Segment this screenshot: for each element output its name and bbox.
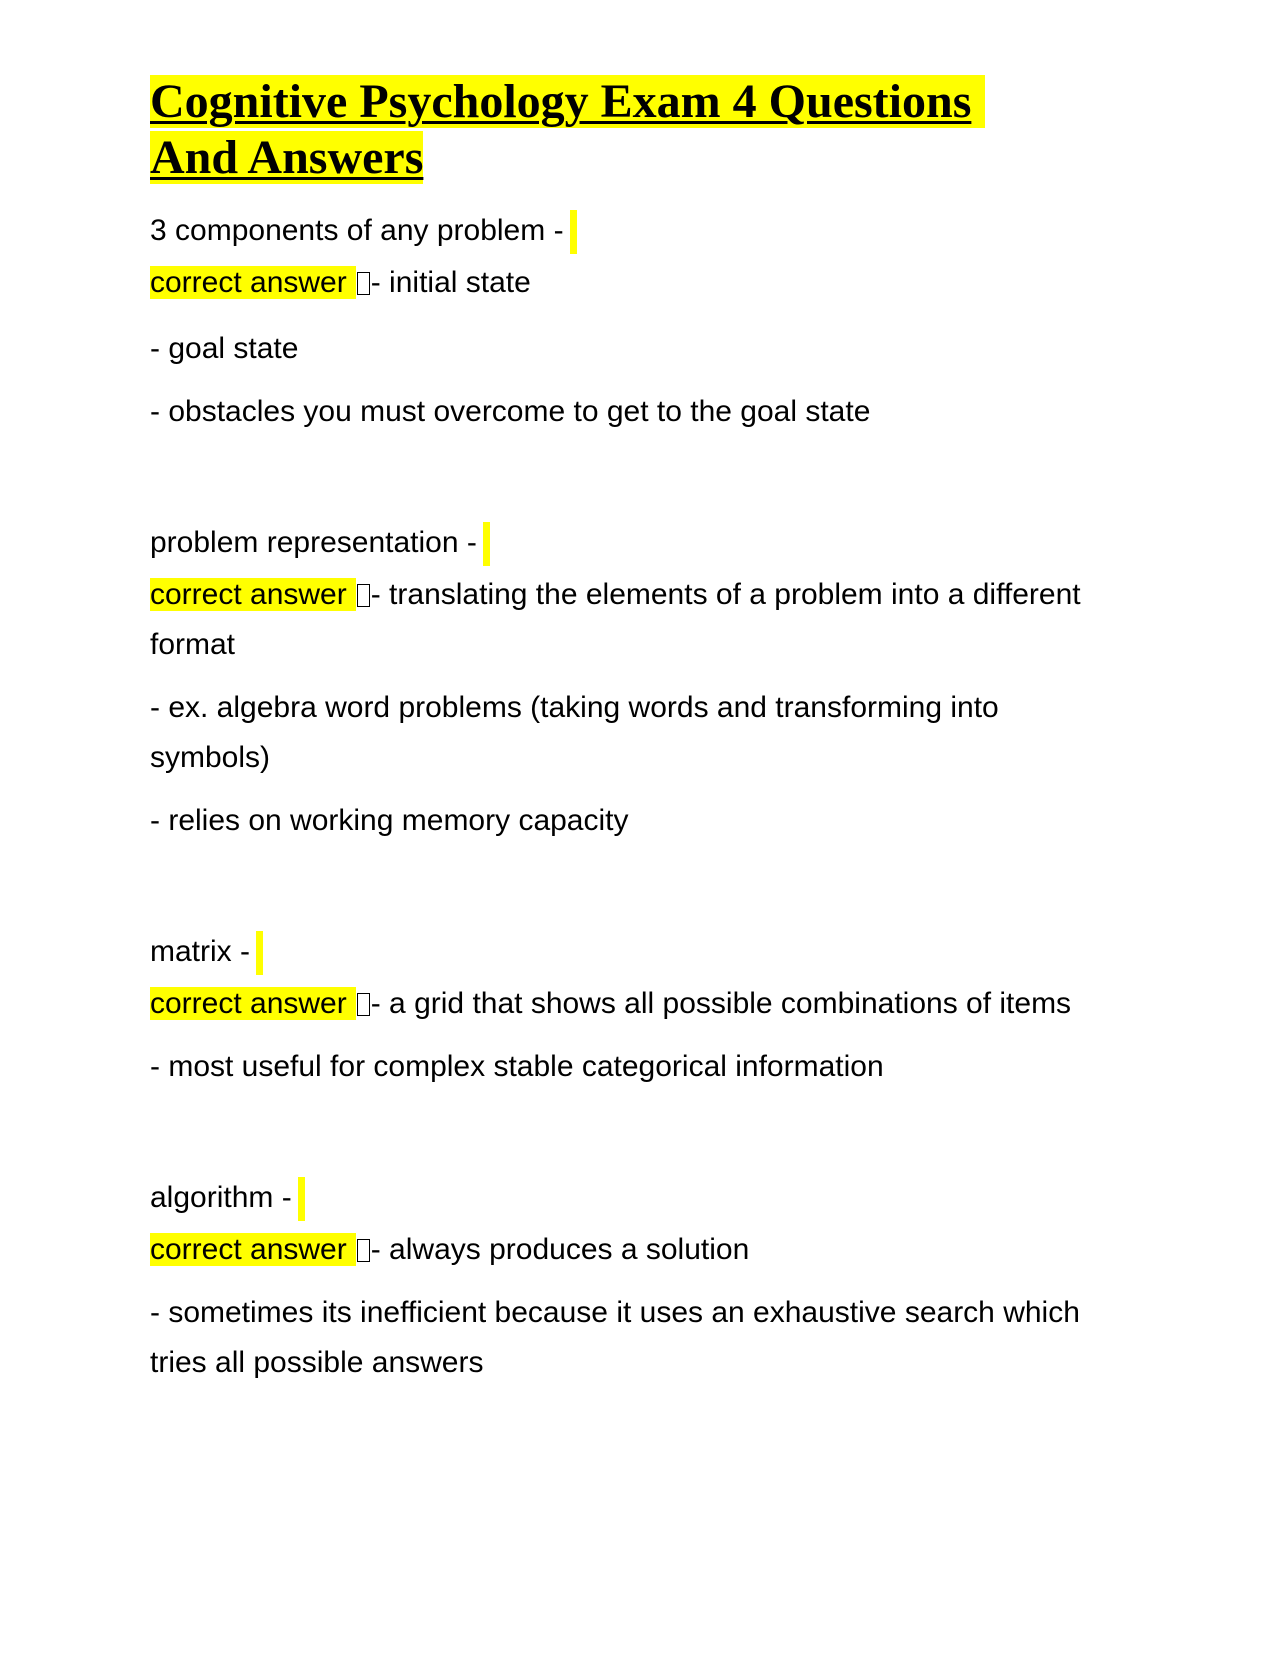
answer-line bbox=[150, 258, 1110, 308]
detail-text: - ex. algebra word problems (taking words and transforming into symbols) bbox=[150, 691, 999, 774]
missing-glyph-icon bbox=[357, 1239, 370, 1262]
answer-line bbox=[150, 1225, 1110, 1275]
question-text: problem representation - bbox=[150, 516, 1110, 570]
question-text: matrix - bbox=[150, 925, 1110, 979]
question-text: 3 components of any problem - bbox=[150, 204, 1110, 258]
title-line-2: And Answers bbox=[150, 131, 424, 184]
answer-text: - a grid that shows all possible combinations of items bbox=[370, 987, 1072, 1020]
highlight-marker bbox=[256, 931, 263, 975]
missing-glyph-icon bbox=[357, 272, 370, 295]
title-line-1: Cognitive Psychology Exam 4 Questions bbox=[150, 75, 985, 128]
detail-text: - most useful for complex stable categorical information bbox=[150, 1050, 884, 1083]
detail-text: - sometimes its inefficient because it uses an exhaustive search which tries all possible answers bbox=[150, 1296, 1080, 1379]
missing-glyph-icon bbox=[357, 584, 370, 607]
question-text: algorithm - bbox=[150, 1171, 1110, 1225]
detail-text: - relies on working memory capacity bbox=[150, 804, 629, 837]
answer-label: correct answer bbox=[150, 578, 356, 611]
answer-line bbox=[150, 979, 1110, 1029]
document-title bbox=[150, 74, 1110, 186]
missing-glyph-icon bbox=[357, 993, 370, 1016]
highlight-marker bbox=[570, 210, 577, 254]
answer-label: correct answer bbox=[150, 987, 356, 1020]
qa-item bbox=[150, 204, 1110, 437]
detail-text: - goal state bbox=[150, 332, 299, 365]
detail-text: - obstacles you must overcome to get to the goal state bbox=[150, 395, 871, 428]
answer-text: - translating the elements of a problem into a different format bbox=[150, 578, 1081, 661]
answer-text: - initial state bbox=[370, 266, 531, 299]
answer-label: correct answer bbox=[150, 1233, 356, 1266]
highlight-marker bbox=[483, 522, 490, 566]
highlight-marker bbox=[298, 1177, 305, 1221]
document-page bbox=[150, 74, 1110, 1388]
qa-item bbox=[150, 516, 1110, 846]
answer-line bbox=[150, 570, 1110, 670]
qa-item bbox=[150, 1171, 1110, 1388]
qa-item bbox=[150, 925, 1110, 1092]
answer-label: correct answer bbox=[150, 266, 356, 299]
answer-text: - always produces a solution bbox=[370, 1233, 750, 1266]
